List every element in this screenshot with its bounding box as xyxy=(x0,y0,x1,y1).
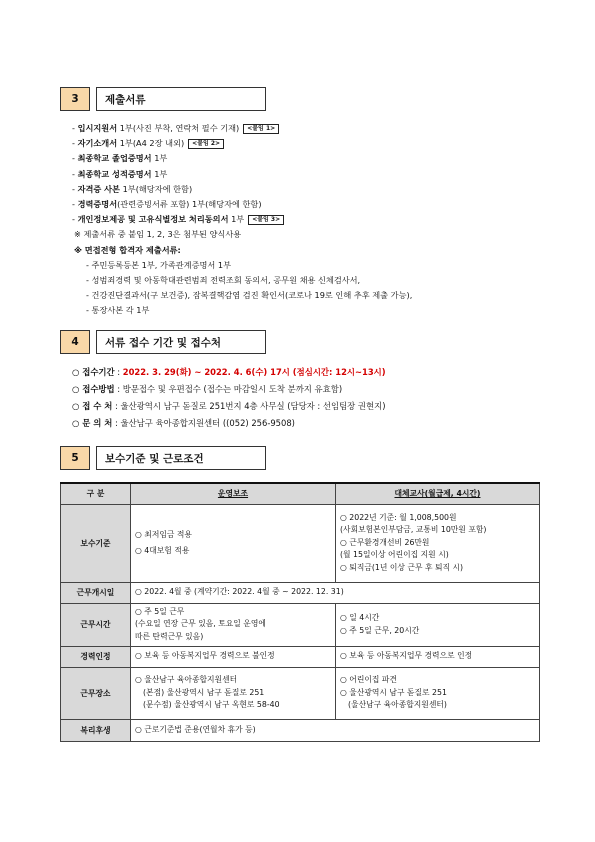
interview-documents-title: ※ 면접전형 합격자 제출서류: xyxy=(74,244,181,255)
application-place: ○ 접 수 처 : 울산광역시 남구 돋질로 251번지 4층 사무실 (담당자 : 선임팀장 권현지) xyxy=(72,401,386,411)
list-item: - 주민등록등본 1부, 가족관계증명서 1부 xyxy=(86,259,232,270)
list-item: - 입시지원서 1부(사진 부착, 연락처 필수 기재) <붙임 1> xyxy=(72,121,562,136)
working-conditions-table xyxy=(60,482,540,742)
table-row: 근무장소 ○ 울산남구 육아종합지원센터 (본점) 울산광역시 남구 돋질로 251 (문수점) 울산광역시 남구 옥현로 58-40 ○ 어린이집 파견 ○ 울산광역시 남구 돋질로 251 (울산남구 육아종합지원센터) xyxy=(61,667,540,719)
attachment-tag: <붙임 1> xyxy=(243,124,279,134)
application-info-list xyxy=(72,364,572,432)
attachment-note: ※ 제출서류 중 붙임 1, 2, 3은 첨부된 양식사용 xyxy=(74,229,242,240)
list-item: - 성범죄경력 및 아동학대관련범죄 전력조회 동의서, 공무원 채용 신체검사서, xyxy=(86,274,361,285)
row-label: 근무시간 xyxy=(61,603,131,646)
application-period: ○ 접수기간 : 2022. 3. 29(화) ~ 2022. 4. 6(수) 17시 (점심시간: 12시~13시) xyxy=(72,367,386,377)
row-label: 경력인정 xyxy=(61,646,131,667)
section-4-title: 서류 접수 기간 및 접수처 xyxy=(96,330,266,354)
table-header: 구 분 xyxy=(61,483,131,504)
section-5-header xyxy=(60,446,266,470)
section-3-title: 제출서류 xyxy=(96,87,266,111)
list-item: - 자격증 사본 1부(해당자에 한함) xyxy=(72,183,193,194)
attachment-tag: <붙임 2> xyxy=(188,139,224,149)
list-item: - 개인정보제공 및 고유식별정보 처리동의서 1부 <붙임 3> xyxy=(72,212,562,227)
attachment-tag: <붙임 3> xyxy=(248,215,284,225)
list-item: - 건강진단결과서(구 보건증), 잠복결핵감염 검진 확인서(코로나 19로 인해 추후 제출 가능), xyxy=(86,290,413,301)
row-label: 보수기준 xyxy=(61,504,131,582)
section-4-number: 4 xyxy=(60,330,90,354)
table-row: 경력인정 ○ 보육 등 아동복지업무 경력으로 불인정 ○ 보육 등 아동복지업무 경력으로 인정 xyxy=(61,646,540,667)
table-header: 대체교사(월급제, 4시간) xyxy=(336,483,540,504)
table-row: 복리후생 ○ 근로기준법 준용(연월차 휴가 등) xyxy=(61,719,540,741)
list-item: - 최종학교 성적증명서 1부 xyxy=(72,168,168,179)
list-item: - 최종학교 졸업증명서 1부 xyxy=(72,153,168,164)
section-3-number: 3 xyxy=(60,87,90,111)
list-item: - 경력증명서(관련증빙서류 포함) 1부(해당자에 한함) xyxy=(72,198,262,209)
row-label: 근무개시일 xyxy=(61,582,131,603)
row-label: 근무장소 xyxy=(61,667,131,719)
table-header: 운영보조 xyxy=(131,483,336,504)
section-4-header xyxy=(60,330,266,354)
contact-info: ○ 문 의 처 : 울산남구 육아종합지원센터 ((052) 256-9508) xyxy=(72,418,295,428)
table-row: 근무시간 ○ 주 5일 근무 (수요일 연장 근무 있음, 토요일 운영에 따른 탄력근무 있음) ○ 일 4시간 ○ 주 5일 근무, 20시간 xyxy=(61,603,540,646)
table-row: 근무개시일 ○ 2022. 4월 중 (계약기간: 2022. 4월 중 ~ 2022. 12. 31) xyxy=(61,582,540,603)
section-5-title: 보수기준 및 근로조건 xyxy=(96,446,266,470)
table-row: 보수기준 ○ 최저임금 적용 ○ 4대보험 적용 ○ 2022년 기준: 월 1,008,500원 (사회보험본인부담금, 교통비 10만원 포함) ○ 근무환경개선비 26만원 (월 15일이상 어린이집 지원 시) ○ 퇴직금(1년 이상 근무 후 퇴직 시) xyxy=(61,504,540,582)
list-item: - 자기소개서 1부(A4 2장 내외) <붙임 2> xyxy=(72,136,562,151)
section-3-header xyxy=(60,87,266,111)
section-5-number: 5 xyxy=(60,446,90,470)
list-item: - 통장사본 각 1부 xyxy=(86,305,150,316)
application-method: ○ 접수방법 : 방문접수 및 우편접수 (접수는 마감일시 도착 분까지 유효함) xyxy=(72,384,343,394)
submission-documents-list xyxy=(72,121,562,318)
row-label: 복리후생 xyxy=(61,719,131,741)
